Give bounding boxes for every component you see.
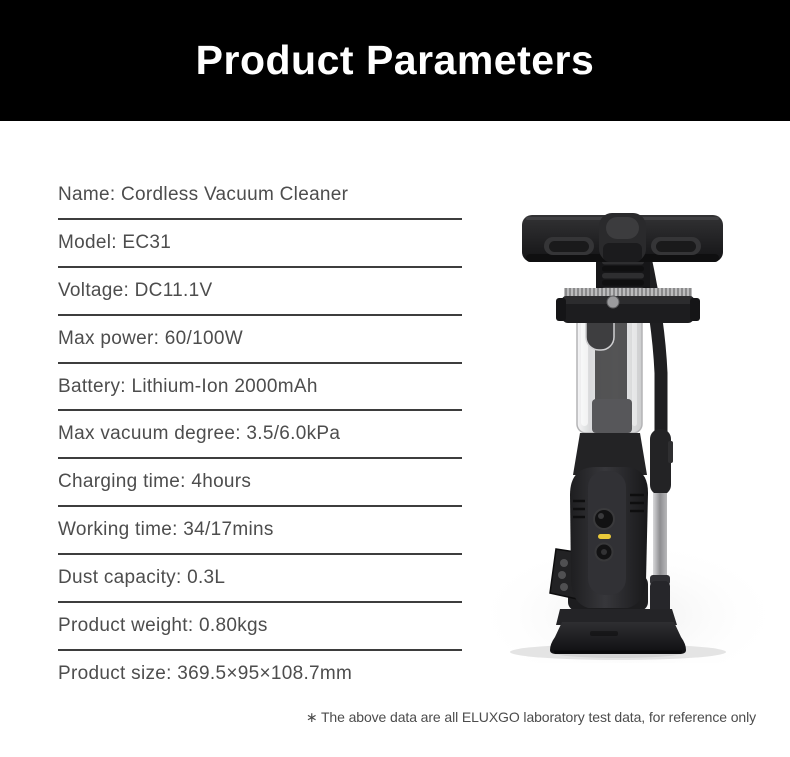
power-button [594,509,614,529]
dock-logo-emboss [590,631,618,636]
spec-row [58,507,462,555]
charging-dock [550,609,686,654]
spec-row [58,268,462,316]
spec-text: Dust capacity: 0.3L [58,567,226,589]
spec-text: Model: EC31 [58,231,172,253]
spec-text: Battery: Lithium-Ion 2000mAh [58,375,318,397]
footnote: ∗ The above data are all ELUXGO laboratory test data, for reference only [305,709,756,725]
spec-row [58,555,462,603]
spec-text: Max power: 60/100W [58,327,243,349]
floor-head [522,213,723,262]
spec-row [58,364,462,412]
cup-latch-knob [607,296,619,308]
vacuum-product-image [480,203,780,663]
spec-text: Name: Cordless Vacuum Cleaner [58,183,349,205]
spec-text: Product size: 369.5×95×108.7mm [58,662,353,684]
header-bar [0,0,790,121]
spec-row [58,220,462,268]
spec-text: Charging time: 4hours [58,471,252,493]
spec-text: Product weight: 0.80kgs [58,614,268,636]
spec-text: Max vacuum degree: 3.5/6.0kPa [58,423,341,445]
spec-row [58,411,462,459]
spec-row [58,172,462,220]
spec-row [58,651,462,697]
spec-list [58,172,462,697]
brush-accessory-bar [556,288,700,323]
led-indicator [598,534,611,539]
spec-text: Voltage: DC11.1V [58,279,213,301]
spec-row [58,316,462,364]
spec-row [58,603,462,651]
spec-text: Working time: 34/17mins [58,519,274,541]
spec-row [58,459,462,507]
page-title: Product Parameters [195,37,595,83]
motor-body [570,467,648,608]
